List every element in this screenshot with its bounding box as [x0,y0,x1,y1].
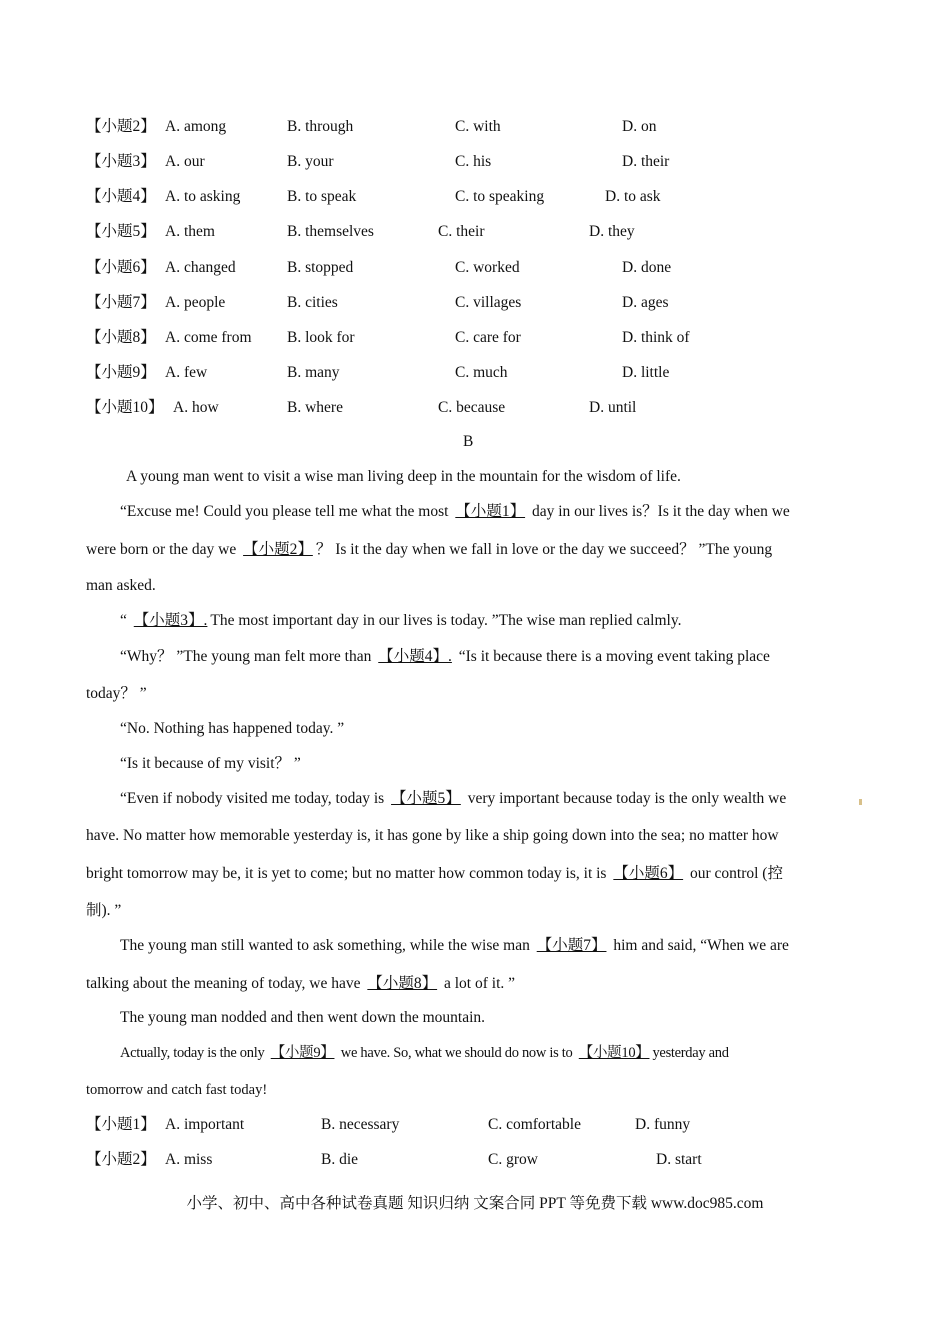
passage-line [86,864,783,884]
passage-line: 制). ” [86,902,122,919]
option-b: B. look for [287,329,355,346]
option-a: A. to asking [165,188,241,205]
option-a: A. important [165,1116,245,1133]
blank-10: 【小题10】 [578,1045,650,1061]
option-c: C. worked [455,259,520,276]
passage-text: bright tomorrow may be, it is yet to come; but no matter how common today is, it is [86,865,611,882]
blank-9: 【小题9】 [270,1045,335,1061]
question-number: 【小题4】 [86,188,156,205]
question-number: 【小题8】 [86,329,156,346]
passage-text: a lot of it. ” [440,975,516,992]
option-row [86,117,886,139]
passage-line: “Is it because of my visit？ ” [120,755,301,772]
option-row [86,1150,886,1172]
option-d: D. they [589,223,635,240]
page-footer: 小学、初中、高中各种试卷真题 知识归纳 文案合同 PPT 等免费下载 www.doc985.com [186,1195,764,1212]
blank-6: 【小题6】 [613,865,684,882]
option-row [86,363,886,385]
passage-text: The most important day in our lives is today. ”The wise man replied calmly. [210,612,682,629]
option-d: D. start [656,1151,702,1168]
passage-text: “Excuse me! Could you please tell me what the most [120,503,453,520]
passage-text: yesterday and [652,1045,729,1061]
passage-text: Actually, today is the only [120,1045,268,1061]
passage-line [120,789,786,809]
question-number: 【小题3】 [86,153,156,170]
blank-2: 【小题2】 [243,541,313,558]
passage-line: tomorrow and catch fast today! [86,1082,268,1098]
passage-line [120,611,681,631]
passage-text: were born or the day we [86,541,241,558]
option-a: A. miss [165,1151,213,1168]
option-b: B. to speak [287,188,357,205]
option-a: A. how [173,399,219,416]
option-c: C. their [438,223,485,240]
option-d: D. little [622,364,670,381]
passage-text: our control (控 [686,865,783,882]
option-b: B. themselves [287,223,374,240]
option-row [86,222,886,244]
passage-text: “Even if nobody visited me today, today is [120,790,389,807]
question-number: 【小题2】 [86,1151,156,1168]
passage-text: day in our lives is？Is it the day when we [528,503,790,520]
passage-text: ？ Is it the day when we fall in love or the day we succeed？ ”The young [315,541,773,558]
option-c: C. care for [455,329,521,346]
option-row [86,258,886,280]
passage-text: very important because today is the only wealth we [463,790,787,807]
passage-text: talking about the meaning of today, we have [86,975,365,992]
option-a: A. them [165,223,215,240]
option-c: C. because [438,399,506,416]
blank-7: 【小题7】 [536,937,607,954]
blank-4: 【小题4】. [378,648,452,665]
option-d: D. on [622,118,657,135]
option-a: A. among [165,118,227,135]
option-d: D. until [589,399,637,416]
passage-line [86,540,772,560]
option-d: D. ages [622,294,669,311]
question-number: 【小题1】 [86,1116,156,1133]
question-number: 【小题7】 [86,294,156,311]
option-row [86,328,886,350]
option-row [86,398,886,420]
passage-line: today？ ” [86,685,147,702]
option-d: D. done [622,259,672,276]
option-d: D. their [622,153,670,170]
question-number: 【小题2】 [86,118,156,135]
passage-text: “Is it because there is a moving event taking place [454,648,770,665]
option-b: B. your [287,153,334,170]
passage-line [120,1043,729,1063]
option-a: A. few [165,364,208,381]
passage-text: we have. So, what we should do now is to [337,1045,576,1061]
option-d: D. think of [622,329,690,346]
option-a: A. changed [165,259,236,276]
option-row [86,293,886,315]
option-c: C. villages [455,294,522,311]
passage-text: “Why？ ”The young man felt more than [120,648,376,665]
passage-line: have. No matter how memorable yesterday is, it has gone by like a ship going down into the sea; no matter how [86,827,779,844]
option-b: B. stopped [287,259,354,276]
question-number: 【小题6】 [86,259,156,276]
option-c: C. to speaking [455,188,545,205]
passage-line: man asked. [86,577,156,594]
option-c: C. comfortable [488,1116,581,1133]
blank-1: 【小题1】 [455,503,526,520]
option-row [86,1115,886,1137]
passage-line: “No. Nothing has happened today. ” [120,720,345,737]
option-b: B. die [321,1151,359,1168]
option-a: A. come from [165,329,252,346]
passage-line [120,647,770,667]
blank-3: 【小题3】. [133,612,208,629]
blank-8: 【小题8】 [367,975,438,992]
option-d: D. funny [635,1116,691,1133]
passage-line [86,974,515,994]
option-a: A. our [165,153,205,170]
option-row [86,187,886,209]
passage-line [120,936,789,956]
passage-line: The young man nodded and then went down the mountain. [120,1009,486,1026]
option-b: B. cities [287,294,338,311]
passage-line: A young man went to visit a wise man living deep in the mountain for the wisdom of life. [126,468,681,485]
ink-speck [859,799,862,805]
option-c: C. his [455,153,492,170]
option-b: B. where [287,399,343,416]
option-b: B. through [287,118,354,135]
question-number: 【小题9】 [86,364,156,381]
passage-text: “ [120,612,131,629]
option-c: C. much [455,364,508,381]
option-c: C. with [455,118,501,135]
passage-text: him and said, “When we are [609,937,789,954]
option-row [86,152,886,174]
option-b: B. many [287,364,340,381]
section-title: B [463,433,474,450]
question-number: 【小题5】 [86,223,156,240]
option-c: C. grow [488,1151,538,1168]
blank-5: 【小题5】 [391,790,461,807]
option-d: D. to ask [605,188,661,205]
passage-line [120,502,790,522]
option-a: A. people [165,294,226,311]
question-number: 【小题10】 [86,399,164,416]
option-b: B. necessary [321,1116,400,1133]
passage-text: The young man still wanted to ask something, while the wise man [120,937,534,954]
